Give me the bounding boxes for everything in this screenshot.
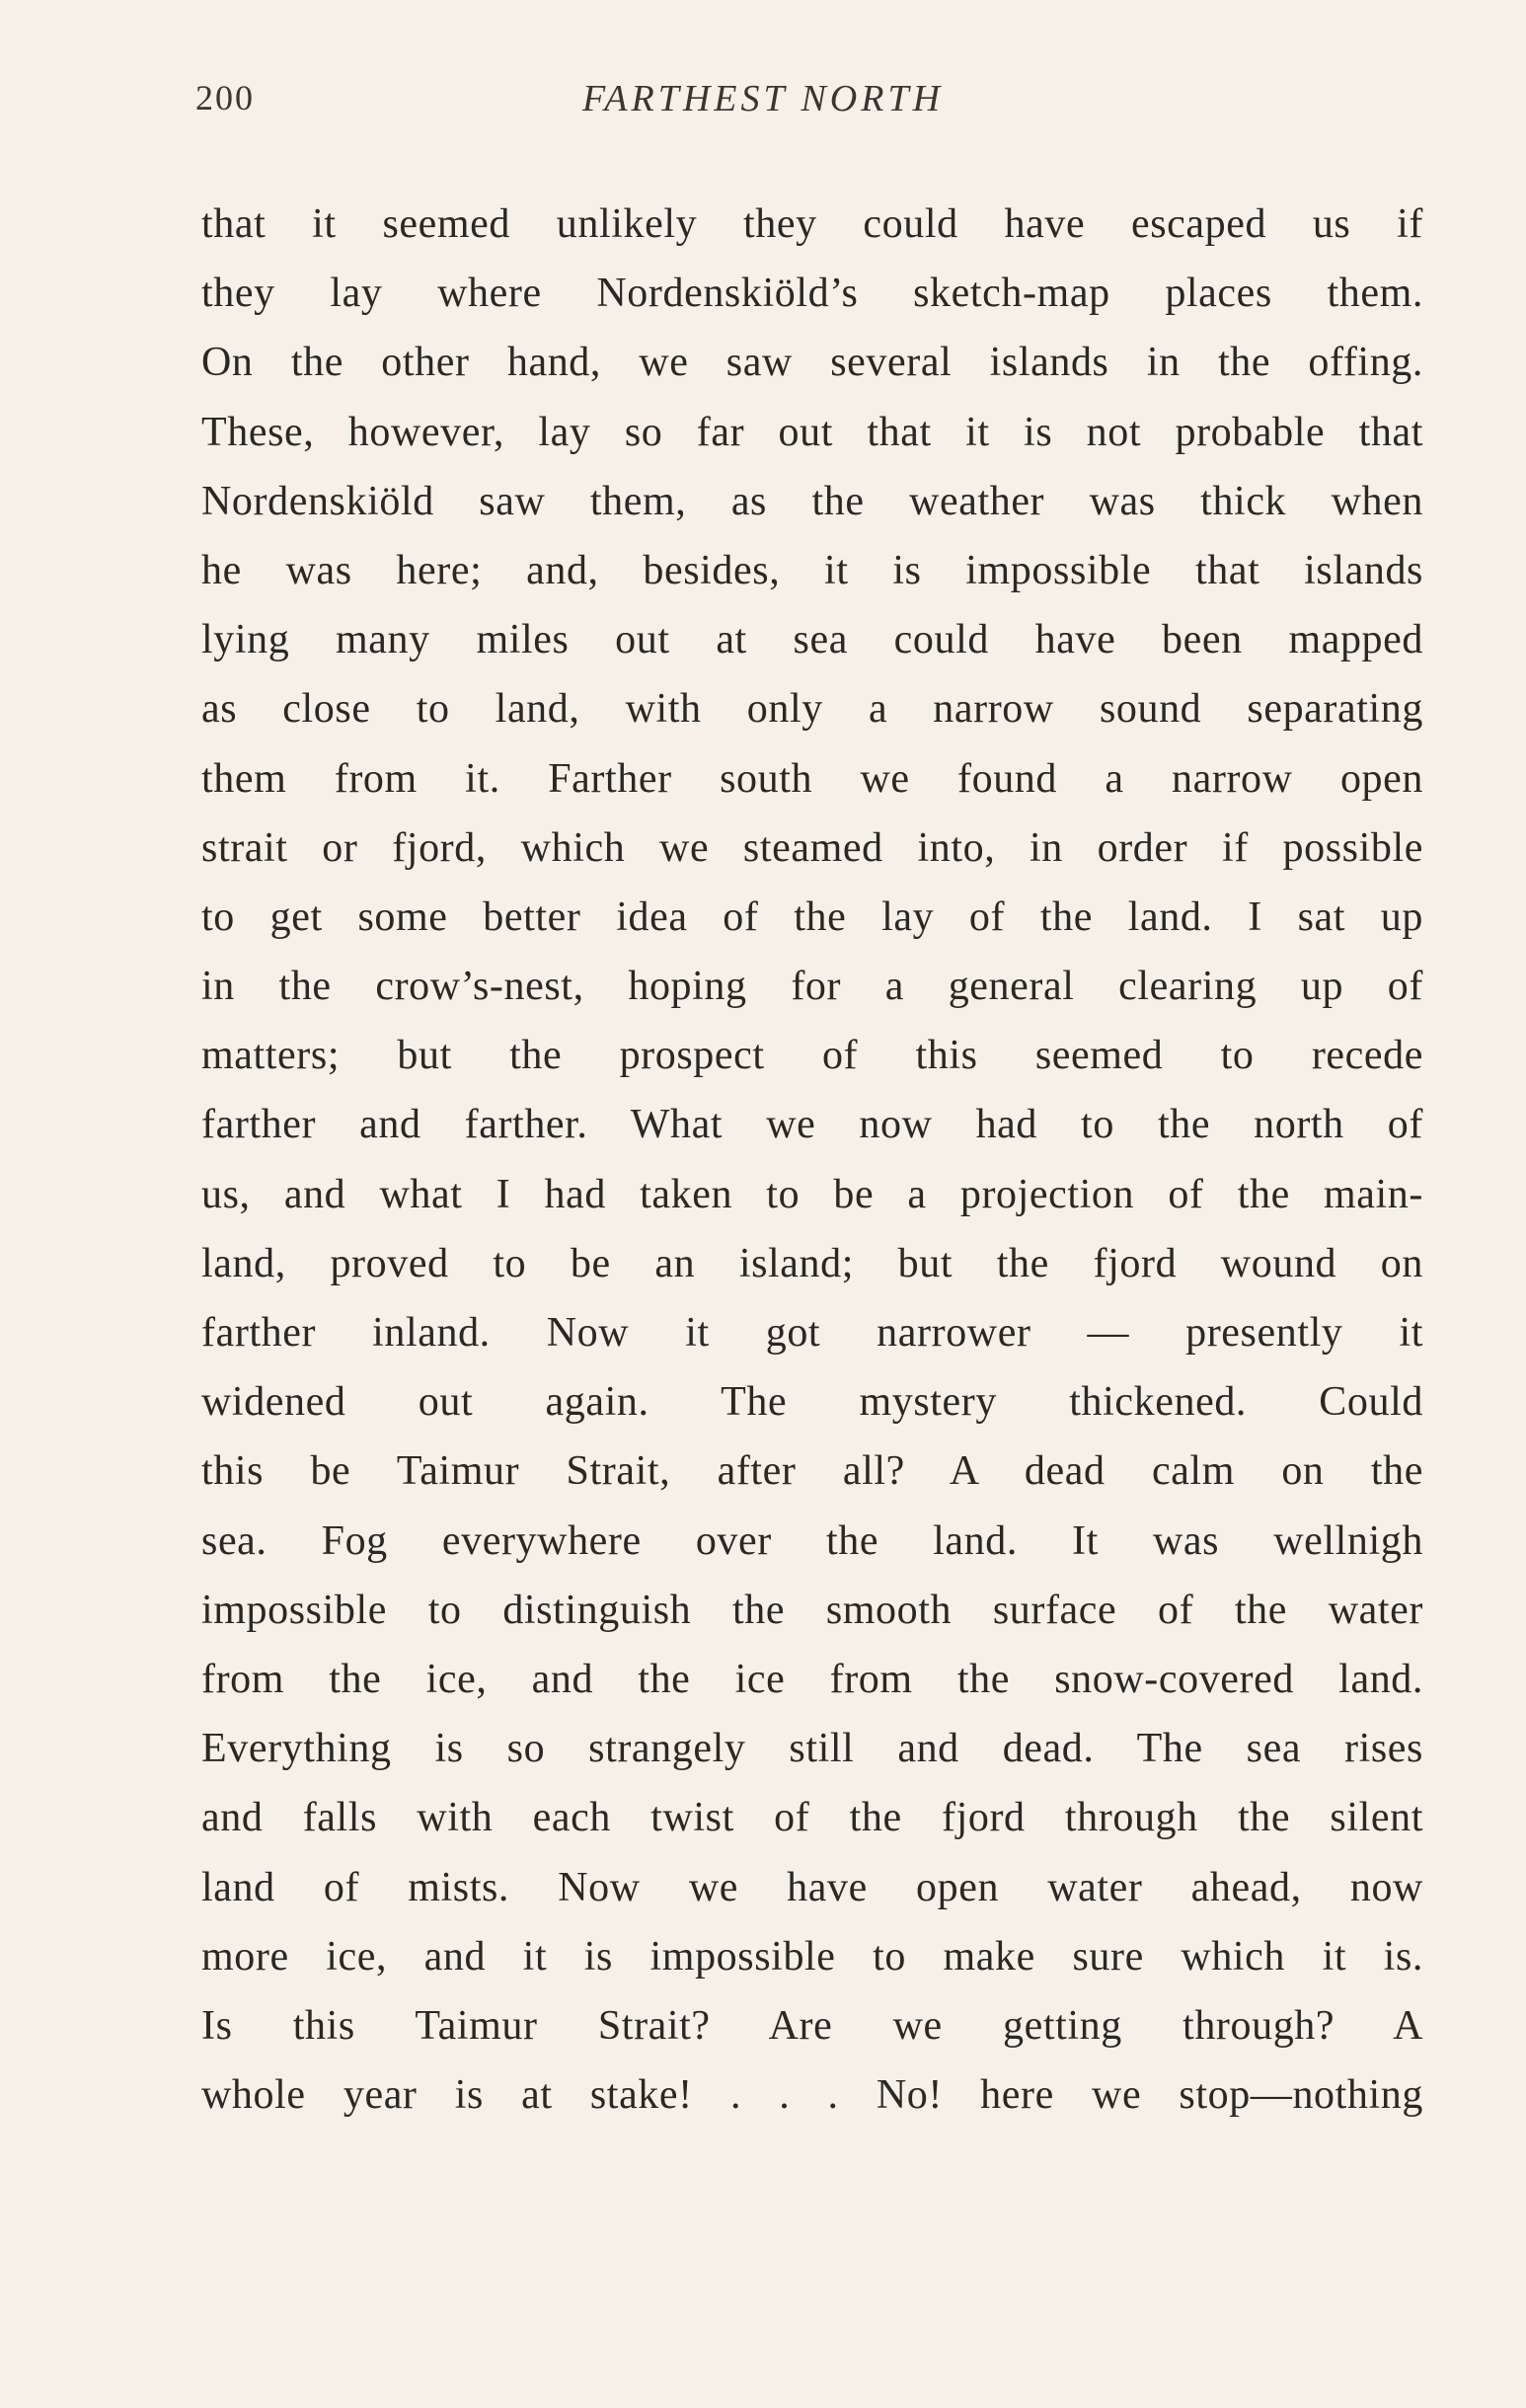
running-title: FARTHEST NORTH xyxy=(581,78,945,119)
text-line: land, proved to be an island; but the fjord wound on xyxy=(201,1240,1423,1286)
text-line: to get some better idea of the lay of the land. I sat up xyxy=(201,893,1423,940)
text-line: us, and what I had taken to be a projection of the main- xyxy=(201,1171,1423,1217)
text-line: that it seemed unlikely they could have escaped us if xyxy=(201,201,1423,247)
text-line: he was here; and, besides, it is impossible that islands xyxy=(201,547,1423,593)
text-line: whole year is at stake! . . . No! here we stop—nothing xyxy=(201,2072,1423,2119)
body-text xyxy=(201,190,1423,2130)
page-number: 200 xyxy=(195,78,255,117)
text-line: more ice, and it is impossible to make sure which it is. xyxy=(201,1933,1423,1980)
text-line: land of mists. Now we have open water ahead, now xyxy=(201,1864,1423,1910)
text-line: this be Taimur Strait, after all? A dead calm on the xyxy=(201,1448,1423,1495)
text-line: as close to land, with only a narrow sound separating xyxy=(201,686,1423,733)
text-line: widened out again. The mystery thickened. Could xyxy=(201,1379,1423,1426)
text-line: On the other hand, we saw several islands in the offing. xyxy=(201,340,1423,386)
text-line: farther and farther. What we now had to the north of xyxy=(201,1102,1423,1148)
text-line: Everything is so strangely still and dead. The sea rises xyxy=(201,1726,1423,1772)
text-line: in the crow’s-nest, hoping for a general clearing up of xyxy=(201,964,1423,1010)
page-header xyxy=(0,77,1526,136)
text-line: them from it. Farther south we found a narrow open xyxy=(201,755,1423,802)
text-line: These, however, lay so far out that it is not probable that xyxy=(201,409,1423,455)
text-line: and falls with each twist of the fjord through the silent xyxy=(201,1795,1423,1841)
text-line: Nordenskiöld saw them, as the weather was thick when xyxy=(201,478,1423,524)
text-line: sea. Fog everywhere over the land. It was wellnigh xyxy=(201,1517,1423,1564)
text-line: farther inland. Now it got narrower — presently it xyxy=(201,1310,1423,1356)
text-line: matters; but the prospect of this seemed to recede xyxy=(201,1033,1423,1079)
text-line: they lay where Nordenskiöld’s sketch-map places them. xyxy=(201,271,1423,317)
text-line: lying many miles out at sea could have been mapped xyxy=(201,617,1423,663)
text-line: impossible to distinguish the smooth surface of the water xyxy=(201,1587,1423,1633)
text-line: strait or fjord, which we steamed into, in order if possible xyxy=(201,824,1423,871)
text-line: from the ice, and the ice from the snow-covered land. xyxy=(201,1656,1423,1702)
text-line: Is this Taimur Strait? Are we getting through? A xyxy=(201,2002,1423,2049)
